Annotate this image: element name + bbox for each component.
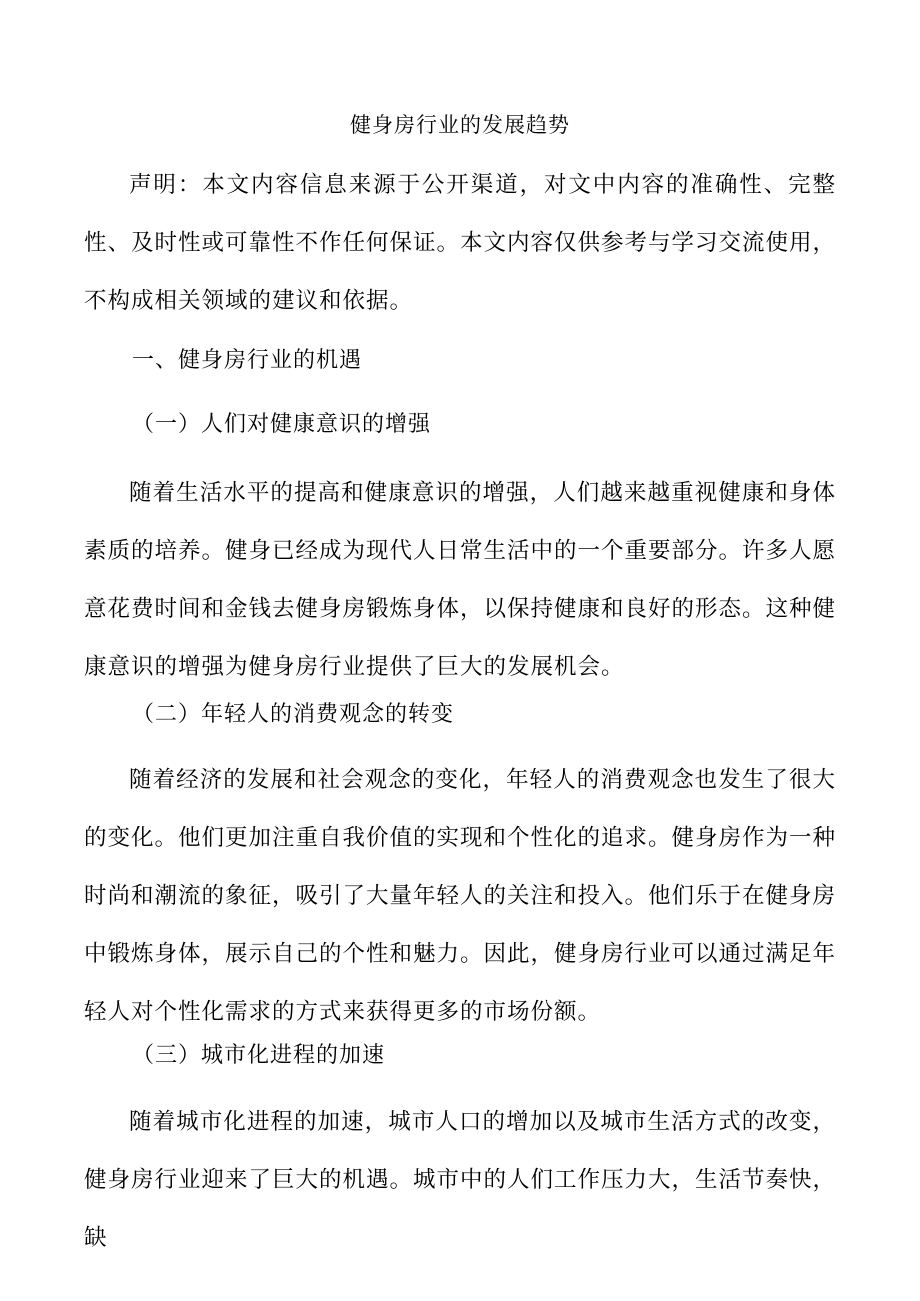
paragraph-urbanization: 随着城市化进程的加速，城市人口的增加以及城市生活方式的改变，健身房行业迎来了巨大的机遇。城市中的人们工作压力大，生活节奏快，缺	[84, 1109, 837, 1251]
disclaimer-paragraph: 声明：本文内容信息来源于公开渠道，对文中内容的准确性、完整性、及时性或可靠性不作任何保证。本文内容仅供参考与学习交流使用，不构成相关领域的建议和依据。	[84, 172, 837, 314]
section-heading-opportunities: 一、健身房行业的机遇	[132, 348, 363, 373]
paragraph-youth-consumption: 随着经济的发展和社会观念的变化，年轻人的消费观念也发生了很大的变化。他们更加注重自我价值的实现和个性化的追求。健身房作为一种时尚和潮流的象征，吸引了大量年轻人的关注和投入。他们乐于在健身房中锻炼身体，展示自己的个性和魅力。因此，健身房行业可以通过满足年轻人对个性化需求的方式来获得更多的市场份额。	[84, 767, 837, 1025]
subsection-heading-urbanization: （三）城市化进程的加速	[132, 1043, 386, 1068]
subsection-heading-youth-consumption: （二）年轻人的消费观念的转变	[132, 702, 455, 727]
paragraph-health-awareness: 随着生活水平的提高和健康意识的增强，人们越来越重视健康和身体素质的培养。健身已经成为现代人日常生活中的一个重要部分。许多人愿意花费时间和金钱去健身房锻炼身体，以保持健康和良好的形态。这种健康意识的增强为健身房行业提供了巨大的发展机会。	[84, 480, 837, 680]
subsection-heading-health-awareness: （一）人们对健康意识的增强	[132, 412, 432, 437]
document-title: 健身房行业的发展趋势	[350, 113, 570, 137]
